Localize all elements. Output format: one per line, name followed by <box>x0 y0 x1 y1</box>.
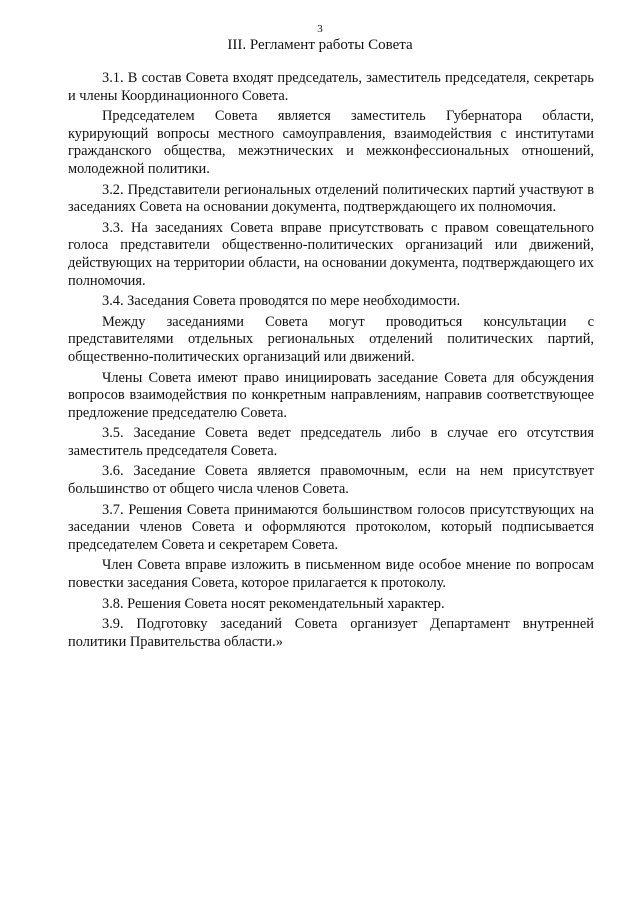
paragraph-3-3: 3.3. На заседаниях Совета вправе присутствовать с правом совещательного голоса представители общественно-политических организаций или движений, действующих на территории области, на основании документа, подтверждающего их полномочия. <box>68 219 594 289</box>
paragraph-3-4: 3.4. Заседания Совета проводятся по мере необходимости. <box>102 293 461 310</box>
paragraph-3-8: 3.8. Решения Совета носят рекомендательный характер. <box>102 595 445 612</box>
paragraph-3-6: 3.6. Заседание Совета является правомочным, если на нем присутствует большинство от общего числа членов Совета. <box>68 463 594 498</box>
paragraph-3-2: 3.2. Представители региональных отделений политических партий участвуют в заседаниях Совета на основании документа, подтверждающего их полномочия. <box>68 181 594 216</box>
paragraph-consultations: Между заседаниями Совета могут проводиться консультации с представителями отдельных региональных отделений политических партий, общественно-политических организаций или движений. <box>68 313 594 365</box>
section-title: III. Регламент работы Совета <box>227 37 413 53</box>
paragraph-3-9: 3.9. Подготовку заседаний Совета организует Департамент внутренней политики Правительства области.» <box>68 616 594 650</box>
paragraph-chairman: Председателем Совета является заместитель Губернатора области, курирующий вопросы местного самоуправления, взаимодействия с институтами гражданского общества, межэтнических и межконфессиональных отношений, молодежной политики. <box>68 108 594 177</box>
paragraph-3-7: 3.7. Решения Совета принимаются большинством голосов присутствующих на заседании членов Совета и оформляются протоколом, который подписывается председателем Совета и секретарем Совета. <box>68 501 594 553</box>
paragraph-3-5: 3.5. Заседание Совета ведет председатель либо в случае его отсутствия заместитель председателя Совета. <box>68 425 594 459</box>
paragraph-special-opinion: Член Совета вправе изложить в письменном виде особое мнение по вопросам повестки заседания Совета, которое прилагается к протоколу. <box>68 557 594 592</box>
page-number: 3 <box>317 23 323 35</box>
document-body <box>68 70 594 654</box>
paragraph-members-initiative: Члены Совета имеют право инициировать заседание Совета для обсуждения вопросов взаимодействия по конкретным направлениям, направив соответствующее предложение председателю Совета. <box>68 369 594 421</box>
paragraph-3-1: 3.1. В состав Совета входят председатель, заместитель председателя, секретарь и члены Координационного Совета. <box>68 70 594 104</box>
